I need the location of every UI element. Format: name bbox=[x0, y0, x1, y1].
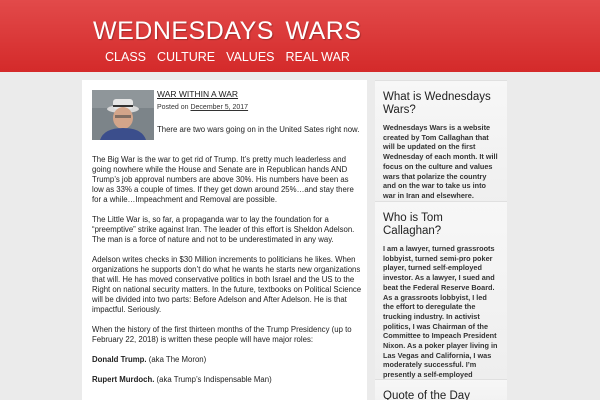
posted-on-label: Posted on bbox=[157, 104, 189, 111]
author-photo bbox=[92, 90, 154, 140]
widget-title: Who is Tom Callaghan? bbox=[383, 212, 443, 237]
role-item bbox=[92, 375, 362, 385]
widget-title: Quote of the Day bbox=[383, 390, 470, 400]
site-header bbox=[0, 0, 600, 72]
post-intro: There are two wars going on in the United Sates right now. bbox=[157, 125, 360, 134]
nav-item-values[interactable]: VALUES bbox=[226, 50, 275, 64]
widget-text: I am a lawyer, turned grassroots lobbyist, turned semi-pro poker player, turned self-employed investor. As a lawyer, I sued and beat the Federal Reserve Board. As a grassroots lobbyist, I led the effort to deregulate the trucking industry. In activist politics, I was Chairman of the Committee to Impeach President Nixon. As a poker player living in Las Vegas and California, I was moderately successful. I’m presently a self-employed bbox=[383, 244, 498, 380]
widget-quote bbox=[375, 379, 507, 400]
widget-text: Wednesdays Wars is a website created by Tom Callaghan that will be updated on the first Wednesday of each month. It will focus on the culture and values wars that polarize the country and on the war to take us into war in Iran and elsewhere. bbox=[383, 123, 498, 200]
widget-what-is bbox=[375, 80, 507, 220]
post-title[interactable]: WAR WITHIN A WAR bbox=[157, 89, 239, 99]
role-item bbox=[92, 355, 362, 365]
post-paragraph: The Little War is, so far, a propaganda war to lay the foundation for a “preemptive” strike against Iran. The leader of this effort is Sheldon Adelson. The man is a force of nature and not to be underestimated in any way. bbox=[92, 215, 355, 244]
post-paragraph: Adelson writes checks in $30 Million increments to politicians he likes. When organizations he supports don’t do what he wants he starts new organizations that will. He has moved conservative politics in both Israel and the US to the Right on national security matters. In the future, textbooks on Political Science will be divided into two parts: Before Adelson and After Adelson. He is that impactful. Seriously. bbox=[92, 255, 362, 314]
widget-title: What is Wednesdays Wars? bbox=[383, 91, 491, 116]
post-body bbox=[92, 155, 362, 395]
role-note: (aka The Moron) bbox=[146, 355, 207, 364]
post-paragraph: The Big War is the war to get rid of Trump. It’s pretty much leaderless and going nowhere while the House and Senate are in Republican hands AND Trump’s job approval numbers are above 30%. His numbers have been as low as 33% a couple of times. If they get down around 25%…and stay there for a while…Impeachment and Removal are possible. bbox=[92, 155, 354, 204]
nav-item-class[interactable]: CLASS bbox=[105, 50, 146, 64]
post-content bbox=[82, 80, 367, 400]
nav-item-culture[interactable]: CULTURE bbox=[157, 50, 216, 64]
nav-item-real-war[interactable]: REAL WAR bbox=[285, 50, 350, 64]
role-name: Donald Trump. bbox=[92, 355, 147, 364]
post-date-link[interactable]: December 5, 2017 bbox=[190, 104, 249, 111]
post-meta bbox=[157, 104, 248, 111]
post-paragraph: When the history of the first thirteen months of the Trump Presidency (up to February 22, 2018) is written these people will have major roles: bbox=[92, 325, 352, 344]
main-nav bbox=[105, 50, 350, 64]
site-title[interactable]: WEDNESDAYS WARS bbox=[93, 17, 362, 45]
role-name: Rupert Murdoch. bbox=[92, 375, 155, 384]
widget-who-is bbox=[375, 201, 507, 381]
sidebar bbox=[375, 80, 507, 400]
role-note: (aka Trump’s Indispensable Man) bbox=[154, 375, 272, 384]
